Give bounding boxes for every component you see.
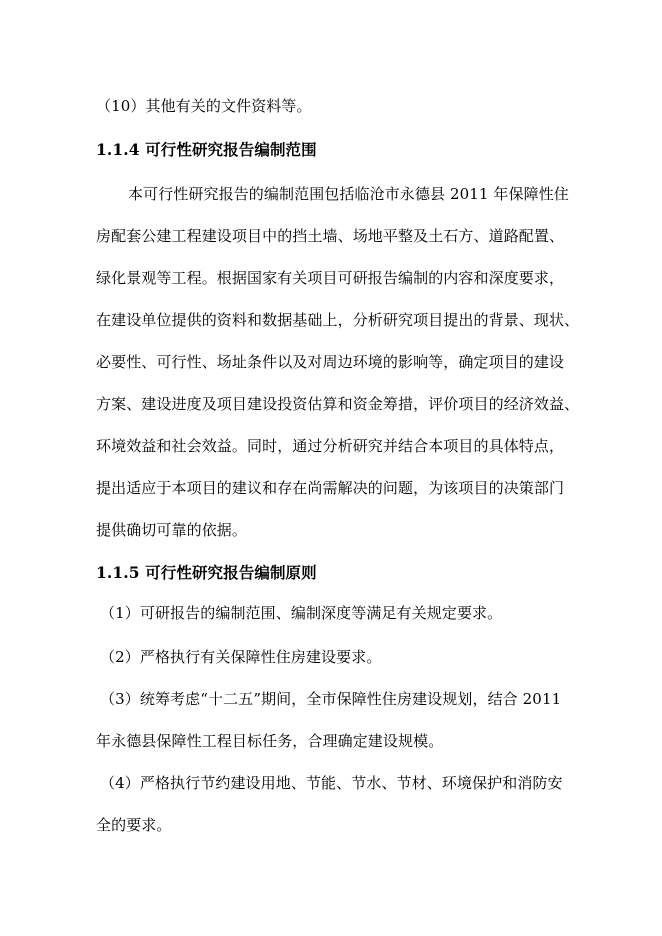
- paragraph-line: 必要性、可行性、场址条件以及对周边环境的影响等，确定项目的建设: [96, 353, 565, 371]
- principle-item-2: （2）严格执行有关保障性住房建设要求。: [100, 648, 382, 666]
- section-heading-1-1-4: 1.1.4 可行性研究报告编制范围: [96, 140, 317, 159]
- paragraph-line: 房配套公建工程建设项目中的挡土墙、场地平整及土石方、道路配置、: [96, 227, 565, 245]
- paragraph-line: 提出适应于本项目的建议和存在尚需解决的问题，为该项目的决策部门: [96, 479, 565, 497]
- principle-item-1: （1）可研报告的编制范围、编制深度等满足有关规定要求。: [100, 604, 503, 622]
- paragraph-line: 本可行性研究报告的编制范围包括临沧市永德县 2011 年保障性住: [128, 185, 569, 203]
- principle-item-3-continued: 年永德县保障性工程目标任务，合理确定建设规模。: [96, 732, 444, 750]
- paragraph-line: 提供确切可靠的依据。: [96, 521, 248, 539]
- paragraph-line: 在建设单位提供的资料和数据基础上，分析研究项目提出的背景、现状、: [96, 311, 580, 329]
- intro-item-10: （10）其他有关的文件资料等。: [96, 97, 312, 115]
- section-heading-1-1-5: 1.1.5 可行性研究报告编制原则: [96, 563, 317, 582]
- paragraph-line: 绿化景观等工程。根据国家有关项目可研报告编制的内容和深度要求，: [96, 269, 565, 287]
- principle-item-4-continued: 全的要求。: [96, 816, 172, 834]
- principle-item-3: （3）统筹考虑“十二五”期间，全市保障性住房建设规划，结合 2011: [100, 690, 562, 708]
- paragraph-line: 方案、建设进度及项目建设投资估算和资金筹措，评价项目的经济效益、: [96, 395, 580, 413]
- principle-item-4: （4）严格执行节约建设用地、节能、节水、节材、环境保护和消防安: [100, 774, 563, 792]
- paragraph-line: 环境效益和社会效益。同时，通过分析研究并结合本项目的具体特点，: [96, 437, 565, 455]
